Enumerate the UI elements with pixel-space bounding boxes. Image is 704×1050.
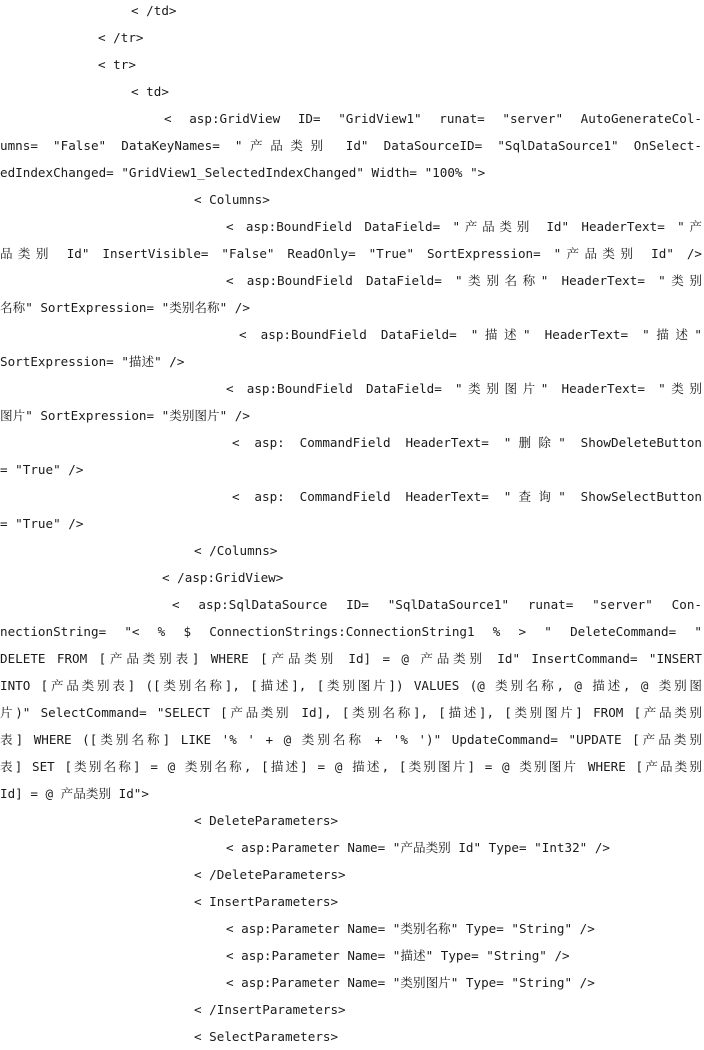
code-line: = "True" /> <box>0 462 84 477</box>
code-line: < asp:BoundField DataField= "产品类别 Id" HeaderText= "产 <box>226 219 702 234</box>
code-line: < SelectParameters> <box>194 1029 339 1044</box>
code-line: < tr> <box>98 57 136 72</box>
code-line: < Columns> <box>194 192 270 207</box>
code-line: = "True" /> <box>0 516 84 531</box>
code-line: umns= "False" DataKeyNames= "产品类别 Id" DataSourceID= "SqlDataSource1" OnSelect- <box>0 138 702 153</box>
code-line: 表] SET [类别名称] = @ 类别名称, [描述] = @ 描述, [类别图片] = @ 类别图片 WHERE [产品类别 <box>0 759 702 774</box>
code-line: < asp: CommandField HeaderText= "查询" ShowSelectButton <box>232 489 702 504</box>
code-line: < DeleteParameters> <box>194 813 339 828</box>
code-line: < td> <box>131 84 169 99</box>
code-line: nectionString= "< % $ ConnectionStrings:ConnectionString1 % > " DeleteCommand= " <box>0 624 702 639</box>
code-line: < asp:GridView ID= "GridView1" runat= "server" AutoGenerateCol- <box>164 111 702 126</box>
code-line: 表] WHERE ([类别名称] LIKE '% ' + @ 类别名称 + '% ')" UpdateCommand= "UPDATE [产品类别 <box>0 732 702 747</box>
code-line: < asp:BoundField DataField= "描述" HeaderText= "描述" <box>239 327 702 342</box>
code-line: < asp:BoundField DataField= "类别图片" HeaderText= "类别 <box>226 381 702 396</box>
code-line: < /tr> <box>98 30 144 45</box>
code-line: < /td> <box>131 3 177 18</box>
code-line: < asp:BoundField DataField= "类别名称" HeaderText= "类别 <box>226 273 702 288</box>
code-line: < asp:Parameter Name= "类别名称" Type= "String" /> <box>226 921 595 936</box>
code-line: INTO [产品类别表] ([类别名称], [描述], [类别图片]) VALUES (@ 类别名称, @ 描述, @ 类别图 <box>0 678 702 693</box>
code-line: < asp: CommandField HeaderText= "删除" ShowDeleteButton <box>232 435 702 450</box>
code-line: 名称" SortExpression= "类别名称" /> <box>0 300 250 315</box>
code-line: DELETE FROM [产品类别表] WHERE [产品类别 Id] = @ 产品类别 Id" InsertCommand= "INSERT <box>0 651 702 666</box>
code-line: SortExpression= "描述" /> <box>0 354 185 369</box>
code-line: 片)" SelectCommand= "SELECT [产品类别 Id], [类别名称], [描述], [类别图片] FROM [产品类别 <box>0 705 702 720</box>
code-line: < asp:SqlDataSource ID= "SqlDataSource1" runat= "server" Con- <box>172 597 702 612</box>
code-line: Id] = @ 产品类别 Id"> <box>0 786 149 801</box>
code-line: < asp:Parameter Name= "描述" Type= "String" /> <box>226 948 570 963</box>
code-line: < /Columns> <box>194 543 278 558</box>
code-line: < asp:Parameter Name= "类别图片" Type= "String" /> <box>226 975 595 990</box>
code-line: < /asp:GridView> <box>162 570 284 585</box>
code-line: < /InsertParameters> <box>194 1002 346 1017</box>
code-line: < /DeleteParameters> <box>194 867 346 882</box>
code-line: < InsertParameters> <box>194 894 339 909</box>
code-line: 品类别 Id" InsertVisible= "False" ReadOnly= "True" SortExpression= "产品类别 Id" /> <box>0 246 702 261</box>
code-line: < asp:Parameter Name= "产品类别 Id" Type= "Int32" /> <box>226 840 610 855</box>
code-line: edIndexChanged= "GridView1_SelectedIndexChanged" Width= "100% "> <box>0 165 486 180</box>
code-line: 图片" SortExpression= "类别图片" /> <box>0 408 250 423</box>
